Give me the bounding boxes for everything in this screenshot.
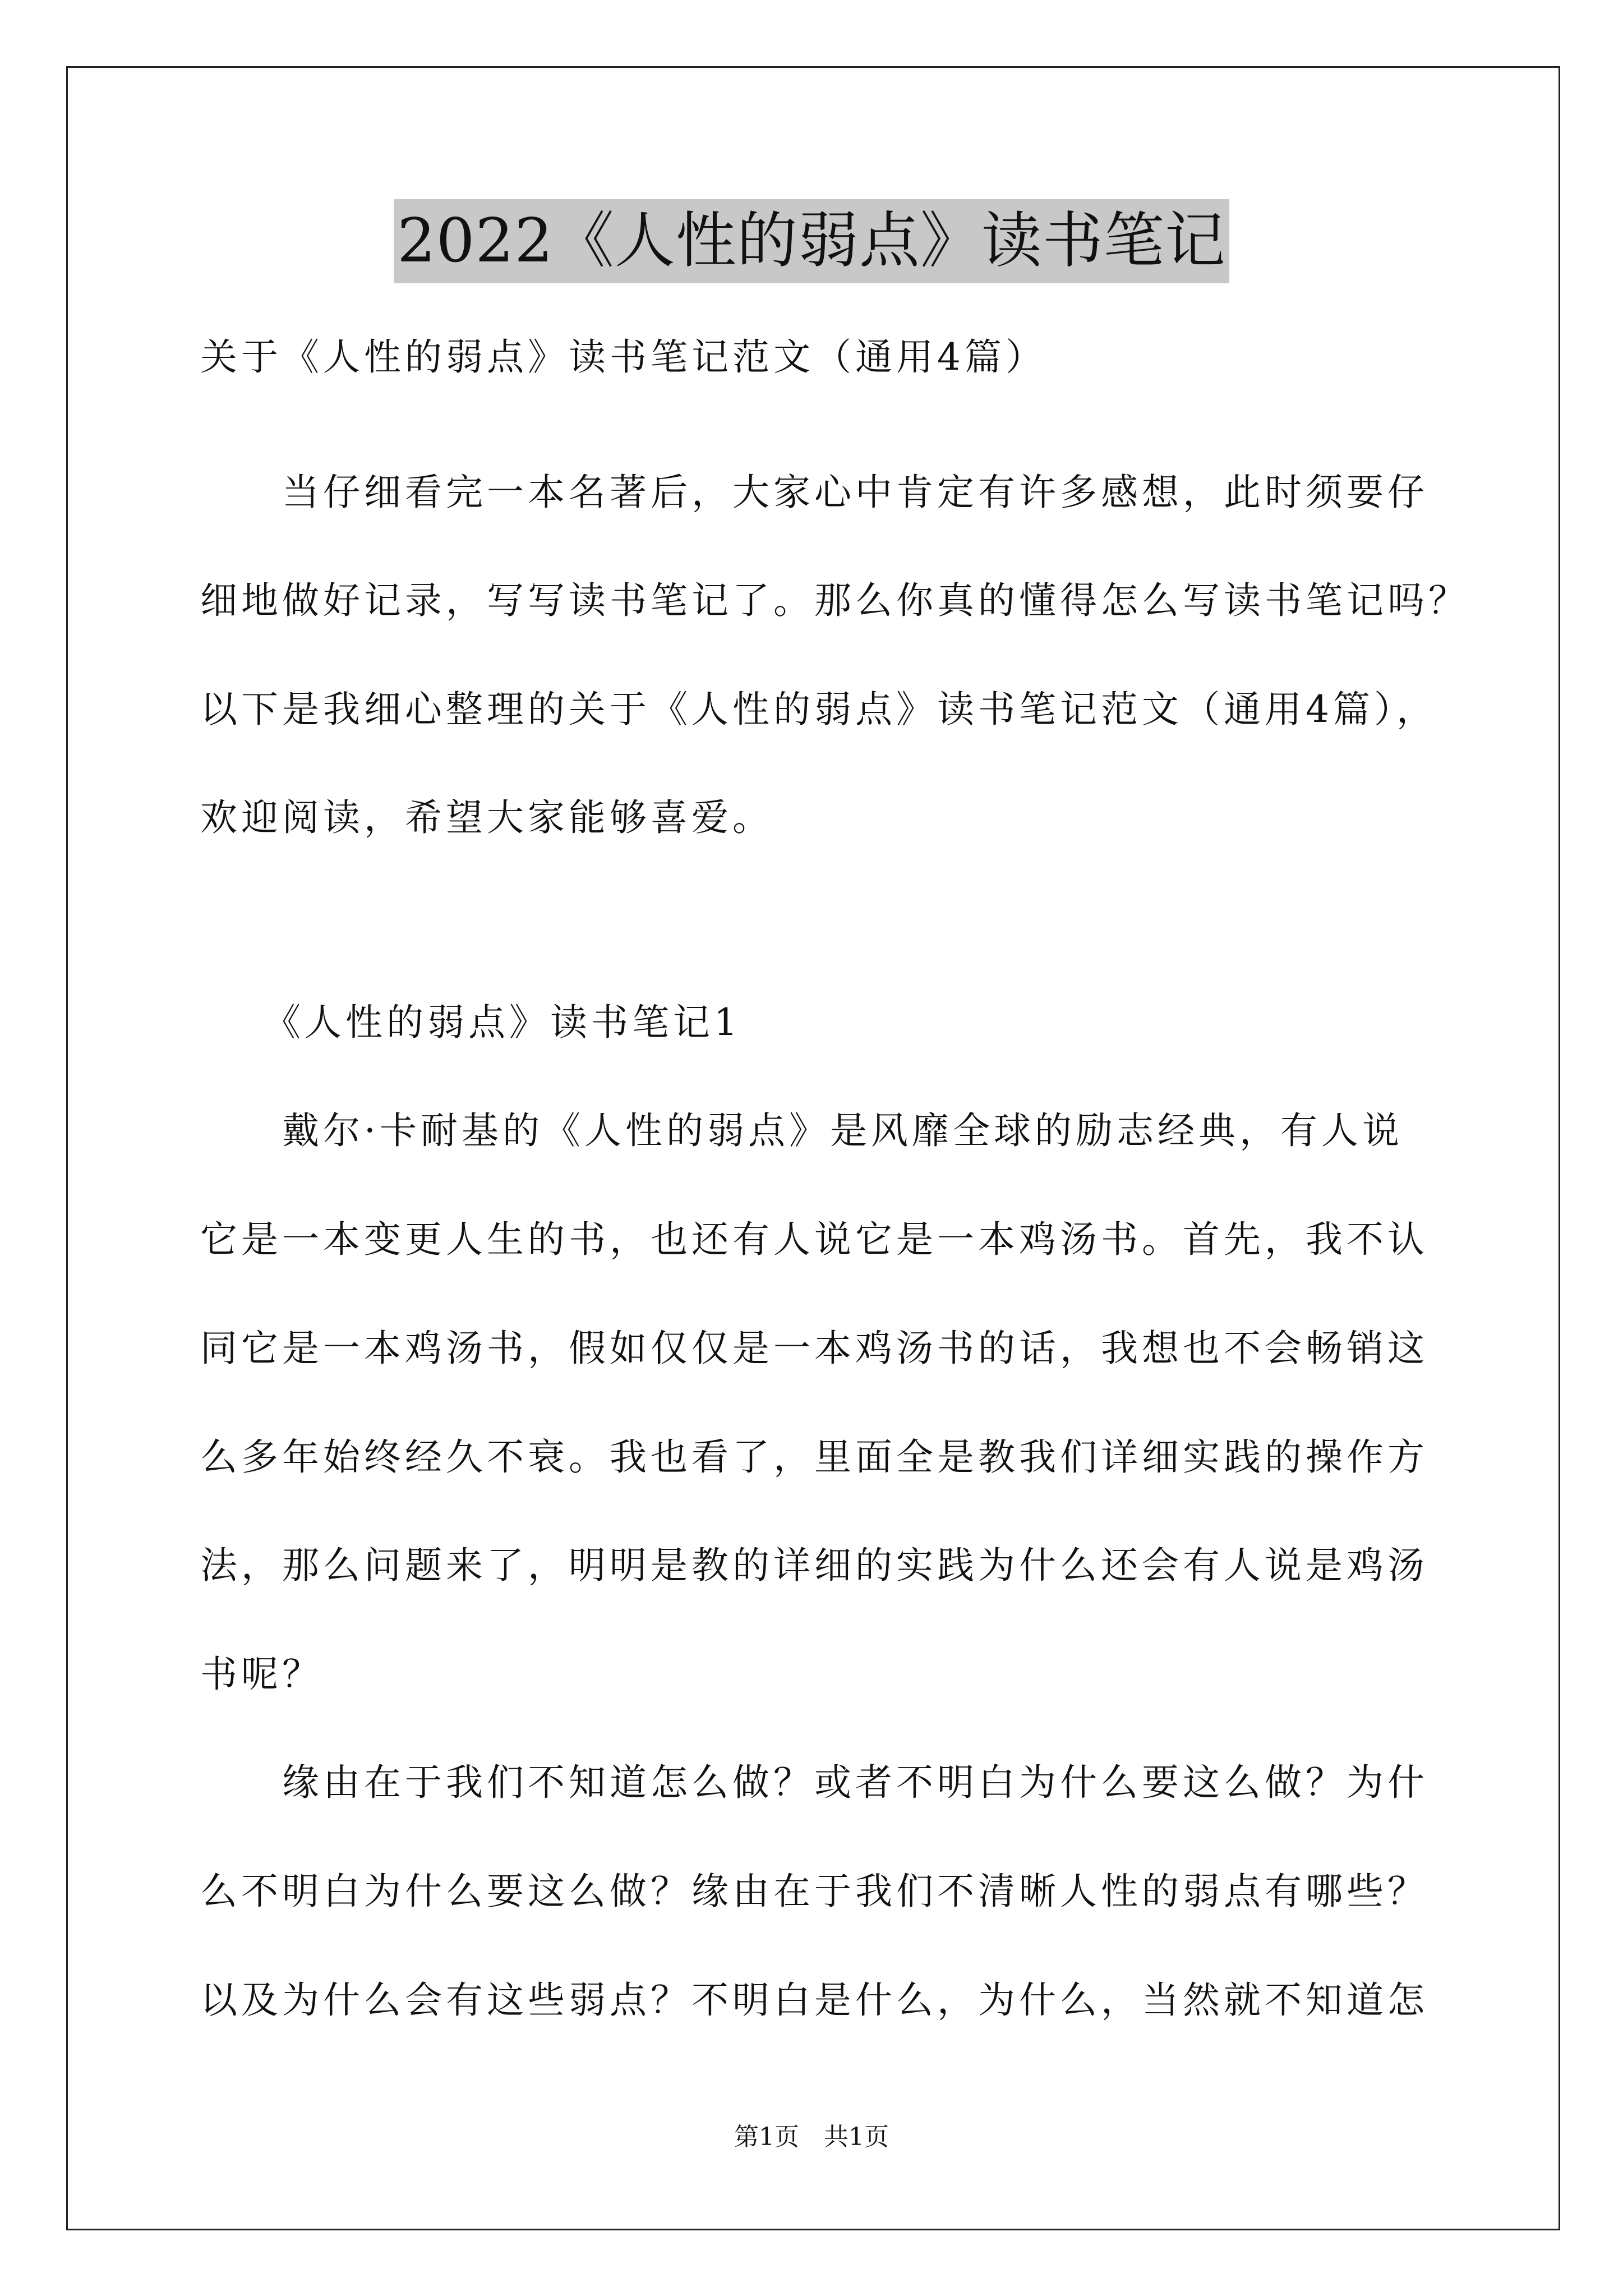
paragraph-line: 以下是我细心整理的关于《人性的弱点》读书笔记范文（通用4篇）， <box>200 688 1437 731</box>
paragraph-line: 缘由在于我们不知道怎么做？或者不明白为什么要这么做？为什 <box>200 1761 1428 1804</box>
paragraph-line: 以及为什么会有这些弱点？不明白是什么，为什么，当然就不知道怎 <box>200 1978 1428 2022</box>
paragraph-line: 么不明白为什么要这么做？缘由在于我们不清晰人性的弱点有哪些？ <box>200 1870 1428 1913</box>
paragraph-line: 细地做好记录，写写读书笔记了。那么你真的懂得怎么写读书笔记吗？ <box>200 579 1469 622</box>
document-title: 2022《人性的弱点》读书笔记 <box>394 199 1229 283</box>
subtitle-line: 关于《人性的弱点》读书笔记范文（通用4篇） <box>200 335 1046 379</box>
page-footer: 第1页 共1页 <box>734 2123 889 2151</box>
paragraph-line: 么多年始终经久不衰。我也看了，里面全是教我们详细实践的操作方 <box>200 1435 1428 1479</box>
paragraph-line: 书呢？ <box>200 1653 323 1696</box>
paragraph-line: 戴尔·卡耐基的《人性的弱点》是风靡全球的励志经典，有人说 <box>200 1109 1403 1152</box>
paragraph-line: 同它是一本鸡汤书，假如仅仅是一本鸡汤书的话，我想也不会畅销这 <box>200 1327 1428 1370</box>
title-container <box>0 199 1623 283</box>
paragraph-line: 欢迎阅读，希望大家能够喜爱。 <box>200 796 773 839</box>
paragraph-line: 它是一本变更人生的书，也还有人说它是一本鸡汤书。首先，我不认 <box>200 1218 1428 1261</box>
paragraph-line: 法，那么问题来了，明明是教的详细的实践为什么还会有人说是鸡汤 <box>200 1544 1428 1587</box>
section-heading: 《人性的弱点》读书笔记1 <box>200 1001 741 1044</box>
paragraph-line: 当仔细看完一本名著后，大家心中肯定有许多感想，此时须要仔 <box>200 471 1428 514</box>
